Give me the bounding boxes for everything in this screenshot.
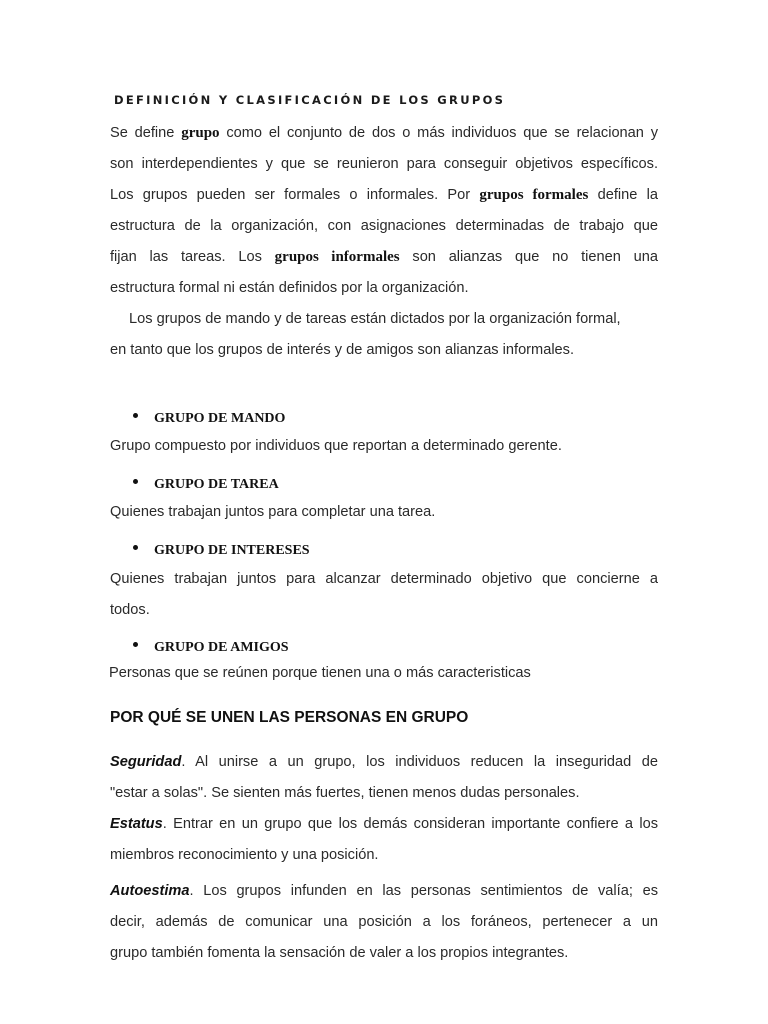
autoestima-line-2: decir, además de comunicar una posición a los foráneos, pertenecer a un — [110, 914, 658, 930]
second-line-1: Los grupos de mando y de tareas están dictados por la organización formal, — [129, 311, 621, 327]
reason-seguridad — [110, 747, 658, 809]
term-seguridad: Seguridad — [110, 754, 182, 770]
term-estatus: Estatus — [110, 816, 163, 832]
reason-autoestima — [110, 876, 658, 969]
term-grupo: grupo — [181, 125, 220, 141]
second-paragraph — [110, 304, 658, 366]
bullet-icon — [133, 479, 138, 484]
bullet-label: GRUPO DE AMIGOS — [154, 640, 289, 655]
intro-line-6: estructura formal ni están definidos por la organización. — [110, 280, 469, 296]
autoestima-line-3: grupo también fomenta la sensación de valer a los propios integrantes. — [110, 945, 569, 961]
bullet-label: GRUPO DE INTERESES — [154, 543, 310, 558]
grupo-tarea-description: Quienes trabajan juntos para completar una tarea. — [110, 504, 436, 520]
bullet-grupo-tarea — [133, 475, 279, 495]
term-grupos-informales: grupos informales — [274, 249, 400, 265]
bullet-icon — [133, 413, 138, 418]
bullet-icon — [133, 545, 138, 550]
intro-line-1: Se define grupo como el conjunto de dos o más individuos que se relacionan y — [110, 125, 658, 141]
intro-line-2: son interdependientes y que se reunieron para conseguir objetivos específicos. — [110, 156, 658, 172]
bullet-grupo-amigos — [133, 638, 289, 658]
estatus-line-2: miembros reconocimiento y una posición. — [110, 847, 379, 863]
section-title: POR QUÉ SE UNEN LAS PERSONAS EN GRUPO — [110, 709, 469, 726]
bullet-label: GRUPO DE TAREA — [154, 477, 279, 492]
intro-line-5: fijan las tareas. Los grupos informales son alianzas que no tienen una — [110, 249, 658, 265]
autoestima-line-1: Autoestima. Los grupos infunden en las personas sentimientos de valía; es — [110, 883, 658, 899]
intro-line-3: Los grupos pueden ser formales o informales. Por grupos formales define la — [110, 187, 658, 203]
seguridad-line-1: Seguridad. Al unirse a un grupo, los individuos reducen la inseguridad de — [110, 754, 658, 770]
bullet-grupo-intereses — [133, 541, 310, 561]
bullet-label: GRUPO DE MANDO — [154, 411, 286, 426]
second-line-2: en tanto que los grupos de interés y de amigos son alianzas informales. — [110, 342, 575, 358]
term-autoestima: Autoestima — [110, 883, 190, 899]
intereses-line-2: todos. — [110, 602, 150, 618]
bullet-icon — [133, 642, 138, 647]
grupo-amigos-description: Personas que se reúnen porque tienen una o más caracteristicas — [109, 665, 531, 681]
grupo-intereses-description — [110, 564, 658, 626]
bullet-grupo-mando — [133, 409, 285, 429]
document-title: DEFINICIÓN Y CLASIFICACIÓN DE LOS GRUPOS — [114, 93, 506, 107]
term-grupos-formales: grupos formales — [479, 187, 589, 203]
reason-estatus — [110, 809, 658, 871]
estatus-line-1: Estatus. Entrar en un grupo que los demás consideran importante confiere a los — [110, 816, 658, 832]
grupo-mando-description: Grupo compuesto por individuos que reportan a determinado gerente. — [110, 438, 562, 454]
seguridad-line-2: "estar a solas". Se sienten más fuertes, tienen menos dudas personales. — [110, 785, 580, 801]
intro-line-4: estructura de la organización, con asignaciones determinadas de trabajo que — [110, 218, 658, 234]
intro-paragraph — [110, 118, 658, 304]
intereses-line-1: Quienes trabajan juntos para alcanzar determinado objetivo que concierne a — [110, 571, 658, 587]
